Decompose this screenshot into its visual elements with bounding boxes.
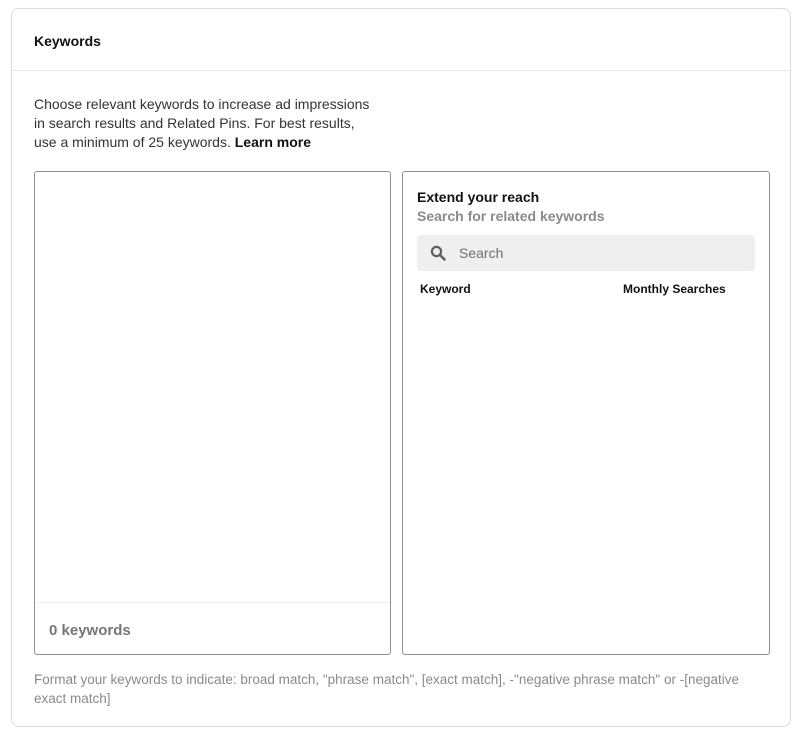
- card-title: Keywords: [34, 33, 101, 49]
- card-header: [12, 9, 790, 71]
- learn-more-link[interactable]: Learn more: [234, 134, 311, 150]
- extend-reach-subtitle: Search for related keywords: [417, 208, 605, 224]
- extend-reach-title: Extend your reach: [417, 189, 540, 205]
- search-input[interactable]: [459, 235, 744, 271]
- related-keyword-search[interactable]: [417, 235, 755, 271]
- keywords-description: [34, 95, 379, 152]
- column-header-keyword[interactable]: Keyword: [420, 282, 471, 296]
- search-icon: [430, 245, 446, 261]
- keywords-textarea[interactable]: [35, 172, 390, 603]
- column-header-monthly-searches[interactable]: Monthly Searches: [623, 282, 726, 296]
- keywords-entry-panel: [34, 171, 391, 655]
- keyword-count: 0 keywords: [49, 622, 131, 639]
- extend-reach-panel: [402, 171, 770, 655]
- format-hint: Format your keywords to indicate: broad match, "phrase match", [exact match], -"negative phrase match" or -[negative exact match]: [34, 672, 739, 706]
- keywords-card: [11, 8, 791, 727]
- description-text: Choose relevant keywords to increase ad impressions in search results and Related Pins. For best results, use a minimum of 25 keywords.: [34, 96, 370, 150]
